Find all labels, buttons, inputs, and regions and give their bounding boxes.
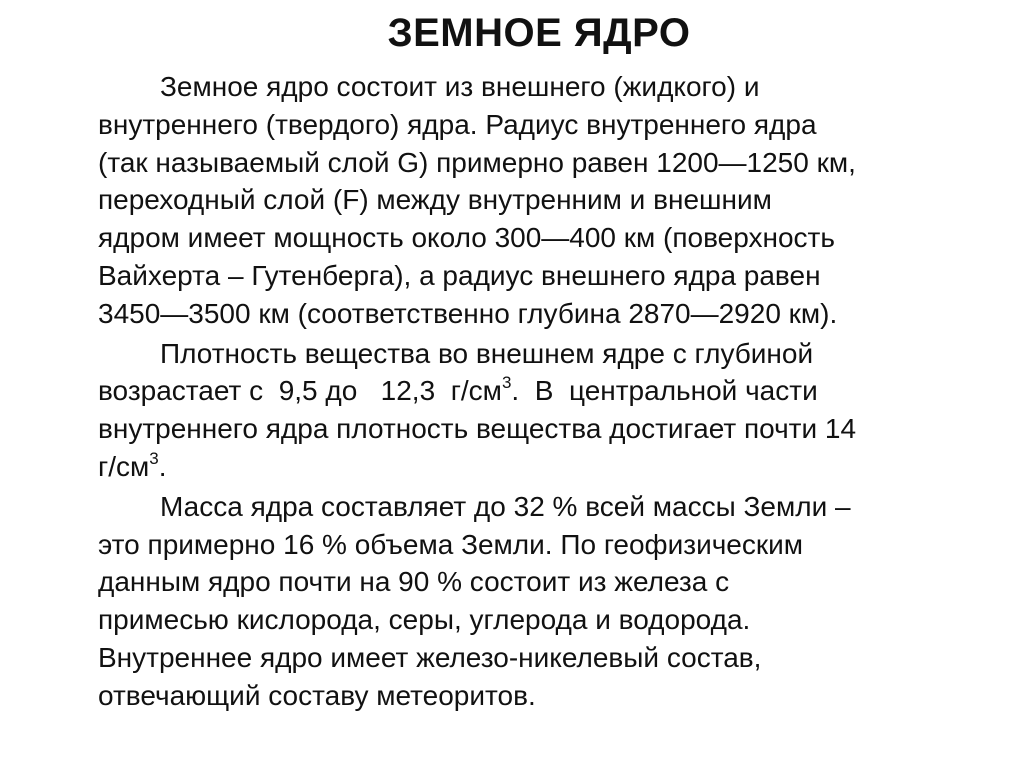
paragraph-core-density bbox=[98, 335, 978, 486]
text-line: данным ядро почти на 90 % состоит из железа с bbox=[98, 566, 730, 598]
text-line: (так называемый слой G) примерно равен 1200—1250 км, bbox=[98, 146, 856, 178]
text-line: внутреннего ядра плотность вещества достигает почти 14 bbox=[98, 413, 857, 445]
text-fragment: . bbox=[158, 450, 167, 482]
text-line: Внутреннее ядро имеет железо-никелевый состав, bbox=[98, 641, 762, 673]
paragraph-core-structure bbox=[98, 68, 978, 333]
text-line: это примерно 16 % объема Земли. По геофизическим bbox=[98, 528, 804, 560]
superscript: 3 bbox=[149, 448, 159, 468]
slide-title: ЗЕМНОЕ ЯДРО bbox=[387, 11, 691, 55]
paragraph-core-mass bbox=[98, 488, 978, 715]
text-fragment: возрастает с 9,5 до 12,3 г/см bbox=[98, 375, 502, 407]
text-line bbox=[98, 448, 978, 486]
text-fragment: г/см bbox=[98, 450, 150, 482]
slide-body bbox=[98, 68, 978, 717]
text-line: отвечающий составу метеоритов. bbox=[98, 679, 536, 711]
text-line: Плотность вещества во внешнем ядре с глубиной bbox=[160, 337, 814, 369]
text-fragment: . В центральной части bbox=[511, 375, 818, 407]
text-line: Вайхерта – Гутенберга), а радиус внешнего ядра равен bbox=[98, 259, 821, 291]
superscript: 3 bbox=[501, 373, 512, 393]
text-line: ядром имеет мощность около 300—400 км (поверхность bbox=[98, 222, 835, 254]
text-line: Земное ядро состоит из внешнего (жидкого) и bbox=[160, 71, 760, 102]
text-line: примесью кислорода, серы, углерода и водорода. bbox=[98, 604, 751, 636]
text-line: переходный слой (F) между внутренним и внешним bbox=[98, 184, 772, 216]
text-line: внутреннего (твердого) ядра. Радиус внутреннего ядра bbox=[98, 108, 817, 140]
text-line: Масса ядра составляет до 32 % всей массы Земли – bbox=[160, 490, 851, 522]
text-line bbox=[98, 372, 978, 410]
text-line: 3450—3500 км (соответственно глубина 2870—2920 км). bbox=[98, 297, 838, 329]
